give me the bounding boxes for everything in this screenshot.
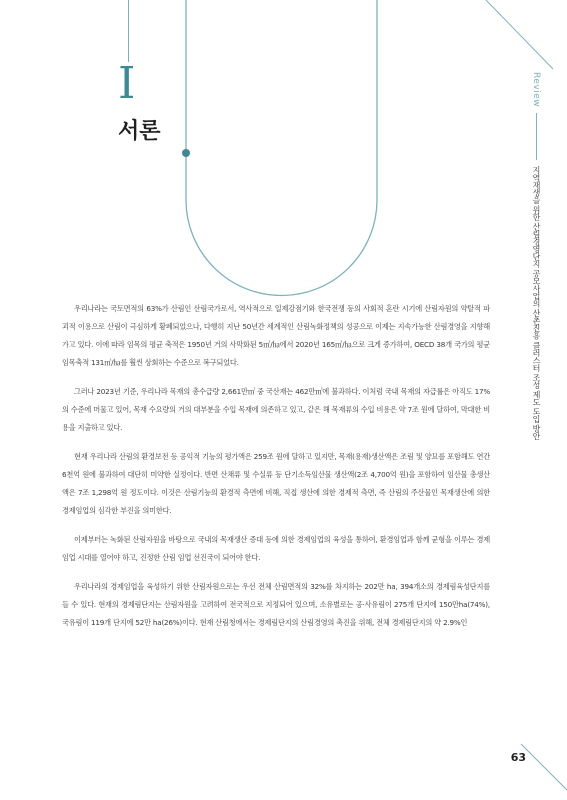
paragraph-3: 현재 우리나라 산림의 환경보전 등 공익적 기능의 평가액은 259조 원에 달하고 있지만, 목재(용재)생산액은 조림 및 양묘를 포함해도 연간 6천억 원에 불과하여 대단히 미약한 실정이다. 반면 산채류 및 수실류 등 단기소득임산물 생산액(2조 4,700억 원)을 포함하여 임산물 총생산액은 7조 1,298억 원 정도이다. 이것은 산림기능의 환경적 측면에 비해, 직접 생산에 의한 경제적 측면, 즉 산림의 주산물인 목재생산에 의한 경제임업의 심각한 부진을 의미한다. [62, 452, 490, 515]
diagonal-line-top [486, 0, 553, 69]
paragraph-1: 우리나라는 국토면적의 63%가 산림인 산림국가로서, 역사적으로 일제강점기와 한국전쟁 등의 사회적 혼란 시기에 산림자원의 약탈적 파괴적 이용으로 산림이 극심하게 황폐되었으나, 다행히 지난 50년간 세계적인 산림녹화정책의 성공으로 이제는 지속가능한 산림경영을 지향해가고 있다. 이에 따라 임목의 평균 축적은 1950년 거의 사막화된 5㎥/㏊에서 2020년 165㎥/㏊으로 크게 증가하여, OECD 38개 국가의 평균 임목축적 131㎥/㏊를 훨씬 상회하는 수준으로 복구되었다. [62, 304, 490, 367]
body-text [62, 300, 490, 643]
arch-dot [182, 149, 190, 157]
chapter-number: I [118, 58, 136, 109]
paragraph-2: 그러나 2023년 기준, 우리나라 목재의 총수급량 2,661만㎥ 중 국산재는 462만㎥에 불과하다. 이처럼 국내 목재의 자급률은 아직도 17%의 수준에 머물고 있어, 목재 수요량의 거의 대부분을 수입 목재에 의존하고 있고, 같은 해 목재류의 수입 비용은 약 7조 원에 달하여, 막대한 비용을 지출하고 있다. [62, 387, 490, 432]
diagonal-line-bottom [521, 744, 567, 790]
page-number: 63 [510, 751, 526, 764]
paragraph-5: 우리나라의 경제임업을 육성하기 위한 산림자원으로는 우선 전체 산림면적의 32%를 차지하는 202만 ha, 394개소의 경제림육성단지를 들 수 있다. 현재의 경제림단지는 산림자원을 고려하여 전국적으로 지정되어 있으며, 소유별로는 공·사유림이 275개 단지에 150만ha(74%), 국유림이 119개 단지에 52만 ha(26%)이다. 현재 산림청에서는 경제림단지의 산림경영의 촉진을 위해, 전체 경제림단지의 약 2.9%인 [62, 582, 490, 627]
section-title: 서론 [118, 119, 161, 144]
arch-curve [186, 0, 377, 296]
paragraph-4: 이제부터는 녹화된 산림자원을 바탕으로 국내의 목재생산 증대 등에 의한 경제임업의 육성을 통하여, 환경임업과 함께 균형을 이루는 경제임업 시대를 열어야 하고, 진정한 산림 임업 선진국이 되어야 한다. [62, 535, 490, 562]
running-header-title: 지역재생을 위한 산림경영단지 공모사업의 산촌진흥 클러스터 조성 제도 도입 방안 [532, 166, 541, 440]
running-header-label: Review [531, 72, 541, 108]
